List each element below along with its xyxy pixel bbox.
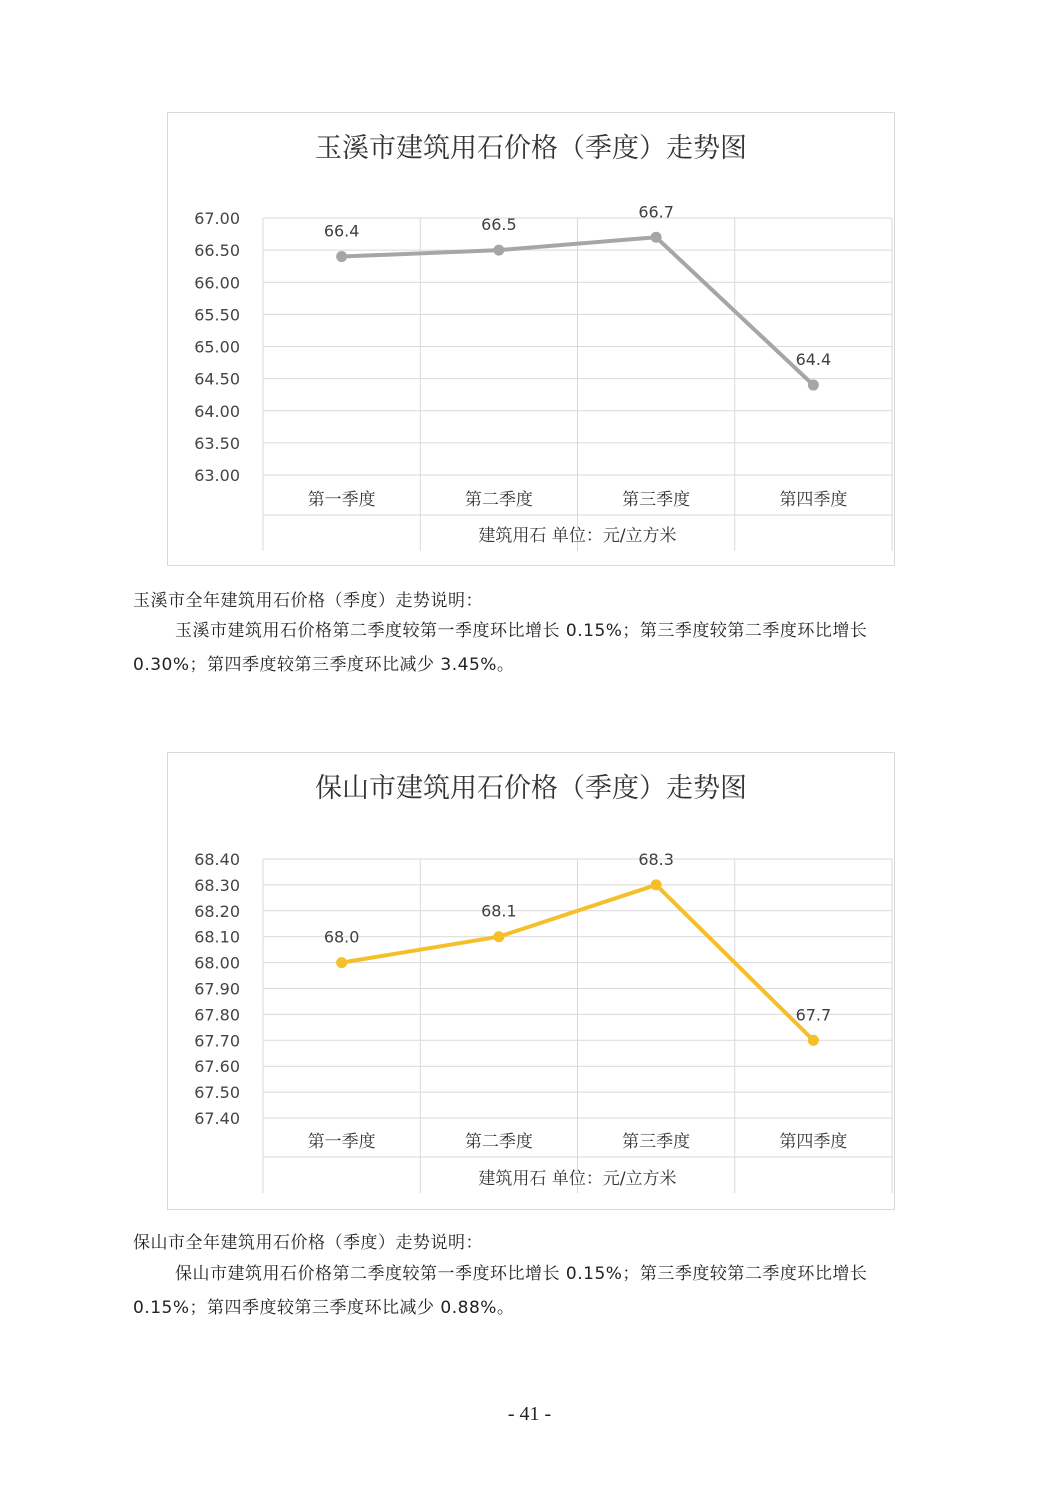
baoshan-price-chart — [167, 752, 895, 1210]
yuxi-x-category-label: 第一季度 — [307, 490, 376, 510]
baoshan-y-tick-label: 67.80 — [194, 1005, 240, 1025]
baoshan-x-axis-title: 建筑用石 单位：元/立方米 — [478, 1169, 677, 1189]
yuxi-chart-title: 玉溪市建筑用石价格（季度）走势图 — [315, 133, 747, 164]
yuxi-y-tick-label: 63.50 — [194, 433, 240, 453]
baoshan-y-tick-label: 67.60 — [194, 1057, 240, 1077]
baoshan-description-title: 保山市全年建筑用石价格（季度）走势说明： — [133, 1233, 483, 1253]
baoshan-data-point — [808, 1035, 819, 1046]
baoshan-data-point — [336, 957, 347, 968]
yuxi-data-point — [808, 380, 819, 391]
yuxi-data-label: 66.7 — [638, 202, 674, 222]
baoshan-data-point — [493, 931, 504, 942]
baoshan-y-tick-label: 68.10 — [194, 927, 240, 947]
baoshan-x-category-label: 第四季度 — [779, 1132, 848, 1152]
yuxi-data-point — [336, 251, 347, 262]
yuxi-data-label: 64.4 — [795, 350, 832, 370]
yuxi-y-tick-label: 65.50 — [194, 305, 240, 325]
yuxi-y-tick-label: 67.00 — [194, 209, 240, 228]
baoshan-y-tick-label: 68.30 — [194, 875, 240, 895]
yuxi-price-chart — [167, 112, 895, 566]
baoshan-y-tick-label: 67.40 — [194, 1109, 240, 1128]
yuxi-data-point — [493, 245, 504, 256]
baoshan-data-label: 67.7 — [795, 1005, 832, 1025]
yuxi-y-tick-label: 64.50 — [194, 369, 240, 389]
yuxi-y-tick-label: 65.00 — [194, 337, 240, 357]
yuxi-description-title: 玉溪市全年建筑用石价格（季度）走势说明： — [133, 591, 483, 611]
yuxi-y-tick-label: 64.00 — [194, 401, 240, 421]
baoshan-chart-title: 保山市建筑用石价格（季度）走势图 — [315, 773, 747, 804]
baoshan-y-tick-label: 68.40 — [194, 850, 240, 869]
yuxi-data-label: 66.5 — [481, 215, 517, 235]
yuxi-description-text: 玉溪市建筑用石价格第二季度较第一季度环比增长 0.15%；第三季度较第二季度环比增长 0.30%；第四季度较第三季度环比减少 3.45%。 — [133, 621, 868, 675]
yuxi-y-tick-label: 66.50 — [194, 241, 240, 261]
baoshan-data-label: 68.3 — [638, 849, 674, 869]
baoshan-y-tick-label: 67.50 — [194, 1083, 240, 1103]
baoshan-chart-svg — [168, 753, 894, 1209]
baoshan-data-label: 68.1 — [481, 901, 517, 921]
baoshan-y-tick-label: 68.20 — [194, 901, 240, 921]
yuxi-chart-svg — [168, 113, 894, 565]
yuxi-data-point — [651, 232, 662, 243]
yuxi-x-axis-title: 建筑用石 单位：元/立方米 — [478, 526, 677, 546]
page-number: - 41 - — [507, 1403, 552, 1425]
yuxi-data-label: 66.4 — [323, 221, 360, 241]
baoshan-data-label: 68.0 — [323, 927, 360, 947]
yuxi-x-category-label: 第四季度 — [779, 490, 848, 510]
baoshan-x-category-label: 第二季度 — [464, 1132, 533, 1152]
baoshan-y-tick-label: 67.90 — [194, 979, 240, 999]
baoshan-y-tick-label: 67.70 — [194, 1031, 240, 1051]
baoshan-x-category-label: 第一季度 — [307, 1132, 376, 1152]
yuxi-x-category-label: 第二季度 — [464, 490, 533, 510]
yuxi-y-tick-label: 63.00 — [194, 466, 240, 485]
baoshan-x-category-label: 第三季度 — [622, 1132, 691, 1152]
baoshan-y-tick-label: 68.00 — [194, 953, 240, 973]
baoshan-description-text: 保山市建筑用石价格第二季度较第一季度环比增长 0.15%；第三季度较第二季度环比增长 0.15%；第四季度较第三季度环比减少 0.88%。 — [133, 1264, 868, 1318]
yuxi-y-tick-label: 66.00 — [194, 273, 240, 293]
baoshan-data-point — [651, 879, 662, 890]
yuxi-x-category-label: 第三季度 — [622, 490, 691, 510]
